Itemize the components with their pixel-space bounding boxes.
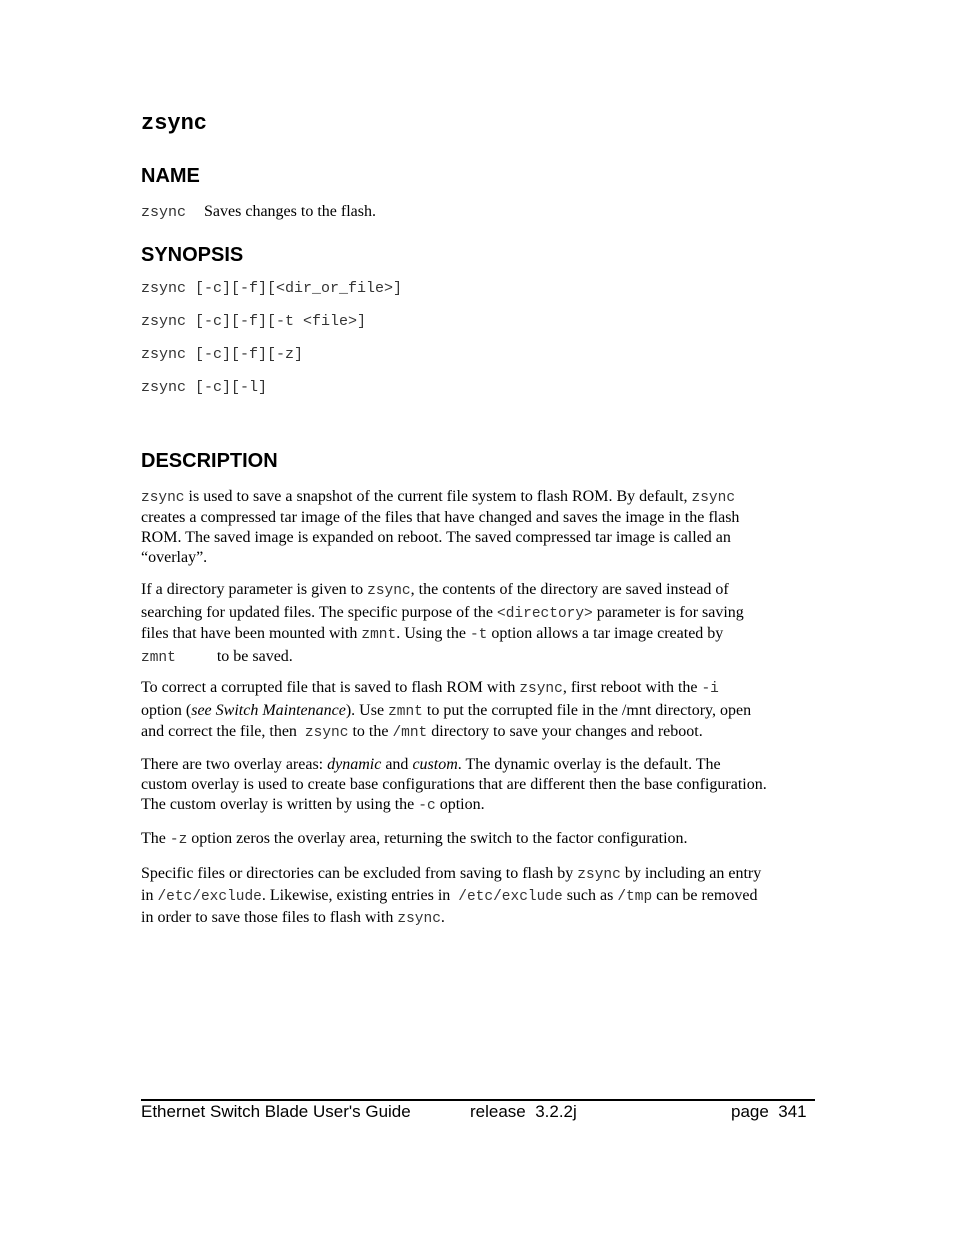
paragraph-text: .: [440, 909, 445, 926]
paragraph-text: to be saved.: [216, 648, 293, 665]
description-paragraph: [141, 864, 815, 929]
paragraph-text: option.: [435, 796, 485, 813]
paragraph-text: in order to save those files to flash with: [141, 909, 398, 926]
code-text: /tmp: [617, 889, 653, 905]
paragraph-text: If a directory parameter is given to: [141, 581, 368, 598]
name-line: [141, 202, 376, 223]
code-text: zsync: [519, 681, 563, 697]
code-text: /etc/exclude: [157, 889, 262, 905]
code-text: zsync: [397, 911, 441, 927]
paragraph-text: files that have been mounted with: [141, 625, 362, 642]
code-text: /etc/exclude: [458, 889, 563, 905]
description-paragraph: [141, 829, 815, 850]
footer-guide-title: Ethernet Switch Blade User's Guide: [141, 1102, 411, 1121]
paragraph-text: The custom overlay is written by using the: [141, 796, 419, 813]
code-text: <directory>: [497, 606, 593, 622]
paragraph-text: ROM. The saved image is expanded on reboot. The saved compressed tar image is called an: [141, 529, 731, 546]
synopsis-line: zsync [-c][-f][-z]: [141, 346, 304, 363]
paragraph-text: . Likewise, existing entries in: [261, 887, 459, 904]
code-text: -z: [169, 832, 188, 848]
emphasis-text: dynamic: [327, 756, 382, 773]
paragraph-text: option (: [141, 702, 192, 719]
paragraph-text: such as: [562, 887, 618, 904]
code-text: zsync: [141, 490, 185, 506]
paragraph-text: Specific files or directories can be excluded from saving to flash by: [141, 865, 578, 882]
description-paragraph: [141, 678, 815, 743]
name-heading: NAME: [141, 165, 200, 187]
paragraph-text: directory to save your changes and reboot.: [427, 723, 703, 740]
paragraph-text: to the: [348, 723, 393, 740]
paragraph-text: and correct the file, then: [141, 723, 305, 740]
code-text: zsync: [691, 490, 736, 506]
code-text: zmnt: [141, 650, 176, 666]
description-paragraph: [141, 487, 815, 568]
name-command: zsync: [141, 204, 187, 221]
synopsis-heading: SYNOPSIS: [141, 244, 244, 266]
paragraph-text: to put the corrupted file in the /mnt directory, open: [422, 702, 752, 719]
code-text: -i: [701, 681, 719, 697]
paragraph-text: by including an entry: [620, 865, 762, 882]
code-text: zmnt: [361, 627, 397, 643]
page-title: zsync: [141, 111, 208, 136]
paragraph-text: is used to save a snapshot of the current file system to flash ROM. By default,: [184, 488, 692, 505]
paragraph-text: parameter is for saving: [592, 604, 744, 621]
paragraph-text: searching for updated files. The specific purpose of the: [141, 604, 498, 621]
footer-page-number: page 341: [731, 1102, 807, 1121]
code-text: zsync: [367, 583, 411, 599]
paragraph-text: creates a compressed tar image of the files that have changed and saves the image in the flash: [141, 509, 740, 526]
paragraph-text: ). Use: [345, 702, 389, 719]
paragraph-text: custom overlay is used to create base configurations that are different then the base configuration.: [141, 776, 767, 793]
paragraph-text: “overlay”.: [141, 549, 208, 566]
description-paragraph: [141, 580, 815, 668]
paragraph-text: , first reboot with the: [562, 679, 702, 696]
code-text: zsync: [304, 725, 349, 741]
paragraph-text: . Using the: [396, 625, 470, 642]
name-description: Saves changes to the flash.: [204, 203, 376, 220]
paragraph-text: and: [381, 756, 413, 773]
code-text: /mnt: [392, 725, 428, 741]
code-text: zsync: [577, 867, 621, 883]
emphasis-text: see Switch Maintenance: [191, 702, 346, 719]
description-paragraph: [141, 755, 815, 816]
code-text: -c: [418, 798, 436, 814]
code-text: zmnt: [388, 704, 423, 720]
paragraph-text: option zeros the overlay area, returning the switch to the factor configuration.: [187, 830, 688, 847]
paragraph-text: in: [141, 887, 158, 904]
paragraph-text: The: [141, 830, 170, 847]
emphasis-text: custom: [412, 756, 458, 773]
paragraph-text: To correct a corrupted file that is saved to flash ROM with: [141, 679, 520, 696]
description-heading: DESCRIPTION: [141, 450, 278, 472]
paragraph-text: There are two overlay areas:: [141, 756, 328, 773]
paragraph-text: , the contents of the directory are saved instead of: [410, 581, 729, 598]
synopsis-line: zsync [-c][-f][-t <file>]: [141, 313, 367, 330]
paragraph-text: option allows a tar image created by: [487, 625, 724, 642]
code-text: -t: [469, 627, 488, 643]
synopsis-line: zsync [-c][-f][<dir_or_file>]: [141, 280, 403, 297]
footer-release: release 3.2.2j: [470, 1102, 577, 1121]
synopsis-line: zsync [-c][-l]: [141, 379, 268, 396]
paragraph-text: can be removed: [652, 887, 758, 904]
paragraph-text: . The dynamic overlay is the default. The: [457, 756, 721, 773]
